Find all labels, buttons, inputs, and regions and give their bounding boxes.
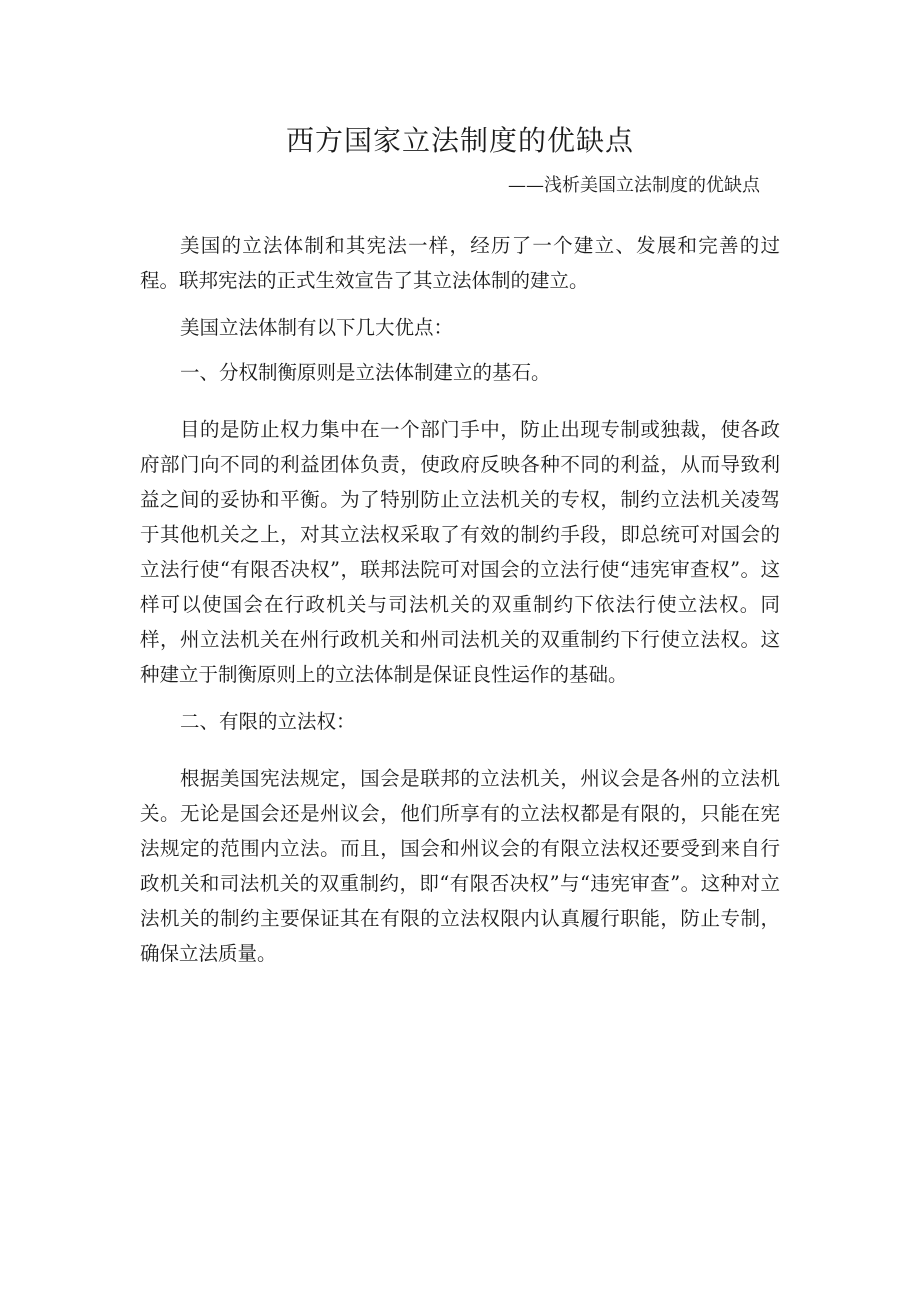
paragraph-section-2: 根据美国宪法规定，国会是联邦的立法机关，州议会是各州的立法机关。无论是国会还是州议会，他们所享有的立法权都是有限的，只能在宪法规定的范围内立法。而且，国会和州议会的有限立法权还要受到来自行政机关和司法机关的双重制约，即“有限否决权”与“违宪审查”。这种对立法机关的制约主要保证其在有限的立法权限内认真履行职能，防止专制，确保立法质量。 [140,767,780,965]
document-title: 西方国家立法制度的优缺点 [285,124,634,157]
section-heading-1: 一、分权制衡原则是立法体制建立的基石。 [180,361,551,384]
paragraph-advantages-heading: 美国立法体制有以下几大优点： [180,316,454,339]
section-heading-2: 二、有限的立法权： [180,710,356,733]
document-body [140,228,780,971]
paragraph-section-1: 目的是防止权力集中在一个部门手中，防止出现专制或独裁，使各政府部门向不同的利益团体负责，使政府反映各种不同的利益，从而导致利益之间的妥协和平衡。为了特别防止立法机关的专权，制约立法机关凌驾于其他机关之上，对其立法权采取了有效的制约手段，即总统可对国会的立法行使“有限否决权”，联邦法院可对国会的立法行使“违宪审查权”。这样可以使国会在行政机关与司法机关的双重制约下依法行使立法权。同样，州立法机关在州行政机关和州司法机关的双重制约下行使立法权。这种建立于制衡原则上的立法体制是保证良性运作的基础。 [140,418,780,686]
spacer [140,390,780,412]
spacer [140,692,780,704]
spacer [140,298,780,310]
document-subtitle: ——浅析美国立法制度的优缺点 [508,175,760,196]
spacer [140,739,780,761]
spacer [140,345,780,355]
paragraph-intro: 美国的立法体制和其宪法一样，经历了一个建立、发展和完善的过程。联邦宪法的正式生效宣告了其立法体制的建立。 [140,234,780,292]
